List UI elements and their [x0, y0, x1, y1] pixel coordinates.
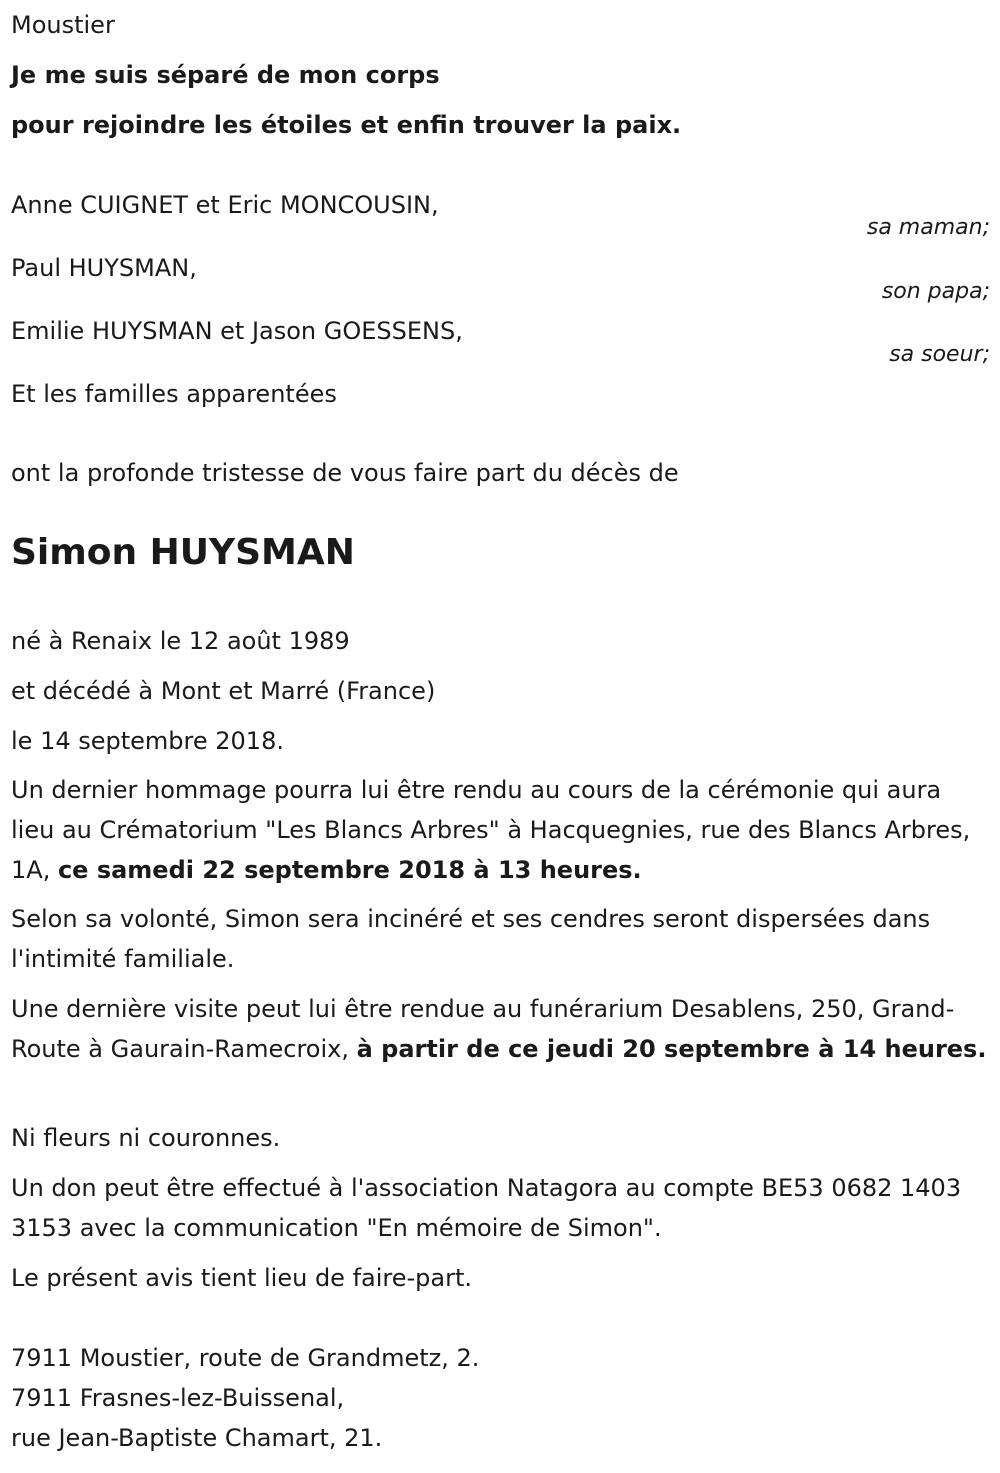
- family-relation-3: sa soeur;: [889, 342, 990, 367]
- visit-paragraph: [11, 989, 990, 1069]
- deceased-name: Simon HUYSMAN: [11, 532, 355, 573]
- location-header: Moustier: [11, 11, 115, 39]
- ceremony-text: Un dernier hommage pourra lui être rendu au cours de la cérémonie qui aura lieu au Crématorium "Les Blancs Arbres" à Hacquegnies, rue des Blancs Arbres, 1A,: [11, 776, 971, 884]
- quote-line-1: Je me suis séparé de mon corps: [11, 61, 440, 89]
- notice-line: Le présent avis tient lieu de faire-part.: [11, 1264, 473, 1292]
- address-line-1: 7911 Moustier, route de Grandmetz, 2.: [11, 1344, 480, 1372]
- cremation-paragraph: Selon sa volonté, Simon sera incinéré et ses cendres seront dispersées dans l'intimité familiale.: [11, 905, 931, 973]
- announcement: ont la profonde tristesse de vous faire part du décès de: [11, 459, 679, 487]
- visit-datetime: à partir de ce jeudi 20 septembre à 14 heures.: [356, 1035, 987, 1063]
- ceremony-paragraph: [11, 770, 990, 890]
- family-names-1: Anne CUIGNET et Eric MONCOUSIN,: [11, 191, 439, 219]
- ceremony-datetime: ce samedi 22 septembre 2018 à 13 heures.: [57, 856, 642, 884]
- address-line-3: rue Jean-Baptiste Chamart, 21.: [11, 1424, 383, 1452]
- family-relation-2: son papa;: [881, 279, 990, 304]
- death-date-line: le 14 septembre 2018.: [11, 727, 284, 755]
- family-relation-1: sa maman;: [866, 215, 990, 240]
- quote-line-2: pour rejoindre les étoiles et enfin trouver la paix.: [11, 111, 682, 139]
- death-place-line: et décédé à Mont et Marré (France): [11, 677, 436, 705]
- birth-line: né à Renaix le 12 août 1989: [11, 627, 350, 655]
- family-names-3: Emilie HUYSMAN et Jason GOESSENS,: [11, 317, 463, 345]
- donation-paragraph: Un don peut être effectué à l'association Natagora au compte BE53 0682 1403 3153 avec la communication "En mémoire de Simon".: [11, 1174, 962, 1242]
- family-names-2: Paul HUYSMAN,: [11, 254, 197, 282]
- address-line-2: 7911 Frasnes-lez-Buissenal,: [11, 1384, 345, 1412]
- families-line: Et les familles apparentées: [11, 380, 337, 408]
- flowers-line: Ni fleurs ni couronnes.: [11, 1124, 281, 1152]
- visit-text: Une dernière visite peut lui être rendue au funérarium Desablens, 250, Grand-Route à Gaurain-Ramecroix,: [11, 995, 955, 1063]
